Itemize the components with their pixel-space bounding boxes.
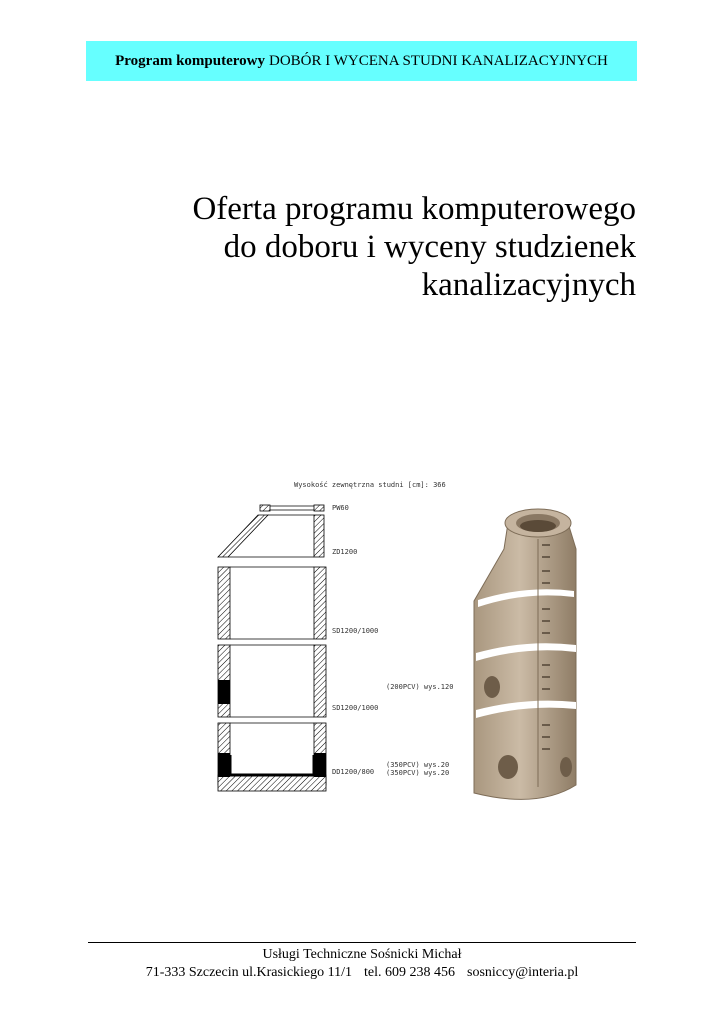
label-sd1200-2: SD1200/1000	[332, 704, 379, 712]
cover-right	[314, 505, 324, 511]
pipe-note-3: (350PCV) wys.20	[386, 769, 450, 777]
footer-email: sosniccy@interia.pl	[467, 965, 579, 980]
ring2-pipe-opening	[218, 680, 230, 704]
manhole-figure	[208, 475, 593, 815]
bottom-pipe-left	[218, 753, 230, 777]
bottom-pipe-right	[314, 753, 326, 777]
label-zd1200: ZD1200	[332, 548, 358, 556]
cover-left	[260, 505, 270, 511]
header-prefix: Program komputerowy	[115, 52, 265, 69]
footer-phone: tel. 609 238 456	[364, 965, 456, 980]
footer-contact-line	[0, 964, 724, 982]
footer-address: 71-333 Szczecin ul.Krasickiego 11/1	[145, 965, 353, 980]
manhole-3d-render	[474, 509, 576, 799]
footer-divider	[88, 942, 636, 943]
label-dd1200: DD1200/800	[332, 768, 375, 776]
pipe-note-2: (350PCV) wys.20	[386, 761, 450, 769]
header-band	[86, 41, 637, 81]
ring1-left-wall	[218, 567, 230, 639]
title-line-1: Oferta programu komputerowego	[192, 191, 636, 227]
manhole-section-drawing	[208, 475, 593, 815]
header-title: DOBÓR I WYCENA STUDNI KANALIZACYJNYCH	[268, 52, 608, 69]
cone-left-wall	[218, 515, 268, 557]
page-title	[116, 190, 636, 304]
footer-company: Usługi Techniczne Sośnicki Michał	[262, 947, 462, 962]
title-line-2: do doboru i wyceny studzienek	[223, 229, 636, 265]
ring2-right-wall	[314, 645, 326, 717]
title-line-3: kanalizacyjnych	[421, 267, 636, 303]
ring1-right-wall	[314, 567, 326, 639]
label-sd1200-1: SD1200/1000	[332, 627, 379, 635]
label-pw60: PW60	[332, 504, 349, 512]
height-note: Wysokość zewnętrzna studni [cm]: 366	[294, 481, 446, 489]
cone-right-wall	[314, 515, 324, 557]
bottom-slab	[218, 775, 326, 791]
pipe-note-1: (200PCV) wys.120	[386, 683, 454, 691]
